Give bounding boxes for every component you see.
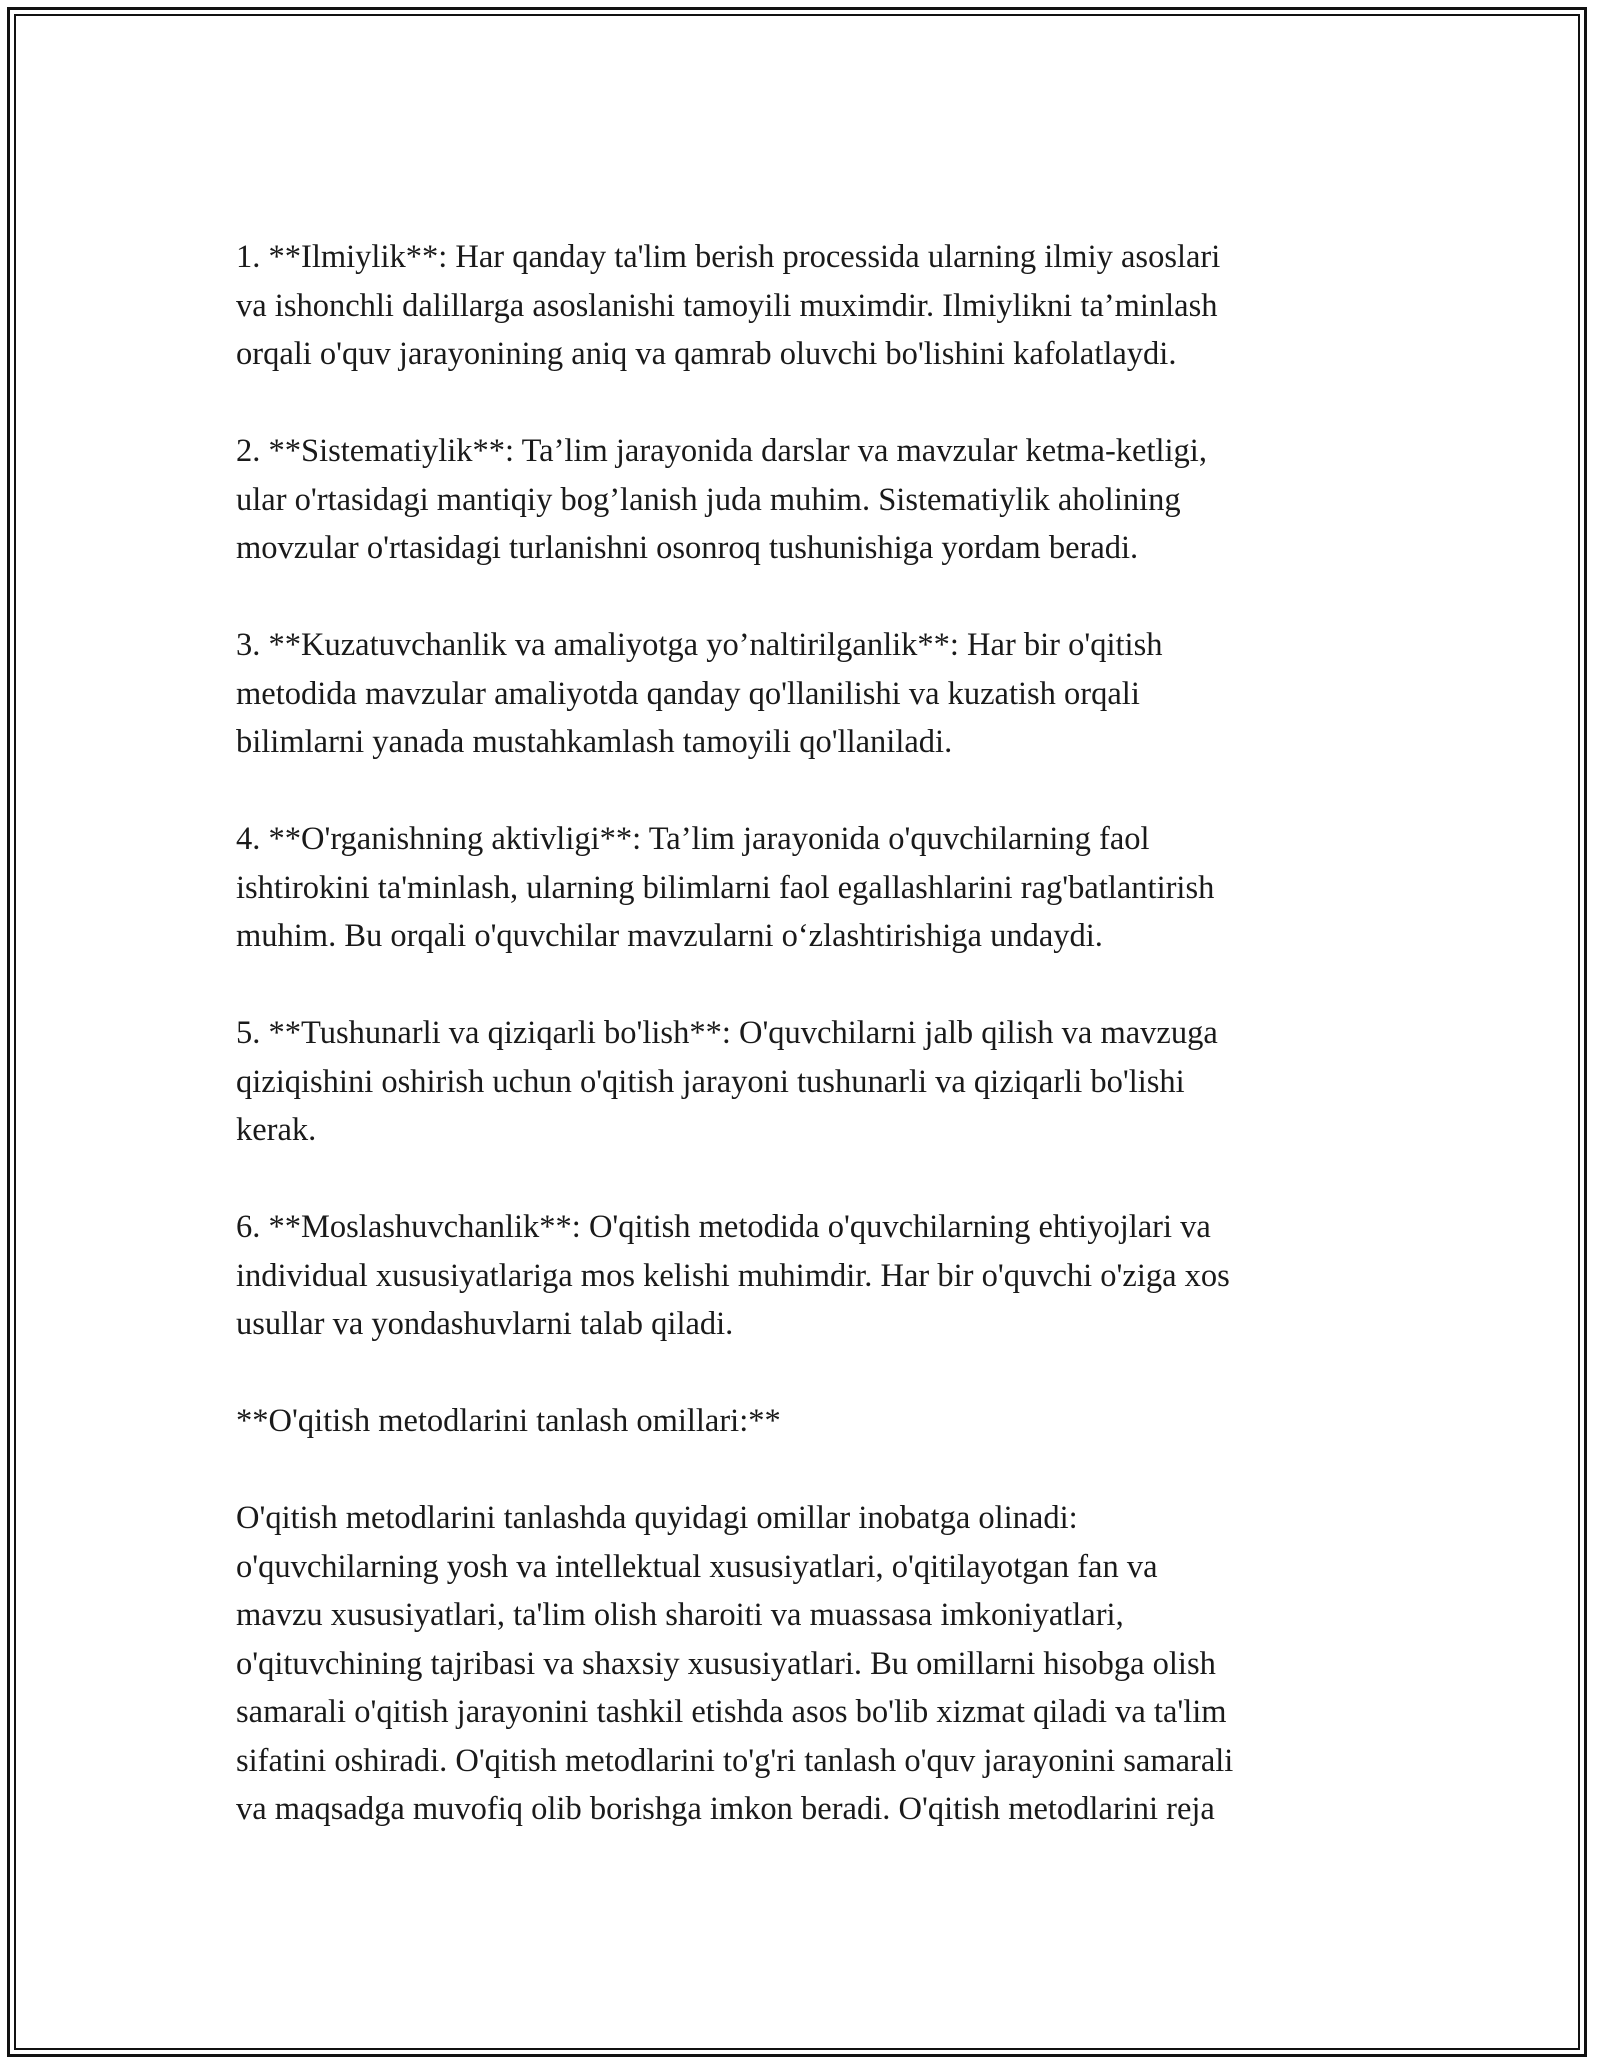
text-line: muhim. Bu orqali o'quvchilar mavzularni o‘zlashtirishiga undaydi. xyxy=(236,918,1103,954)
text-line: mavzu xususiyatlari, ta'lim olish sharoiti va muassasa imkoniyatlari, xyxy=(236,1597,1124,1633)
paragraph-sistematiylik xyxy=(236,427,1396,573)
text-line: o'quvchilarning yosh va intellektual xususiyatlari, o'qitilayotgan fan va xyxy=(236,1548,1158,1585)
document-body xyxy=(236,233,1396,1882)
text-line: individual xususiyatlariga mos kelishi muhimdir. Har bir o'quvchi o'ziga xos xyxy=(236,1257,1230,1294)
text-line: qiziqishini oshirish uchun o'qitish jarayoni tushunarli va qiziqarli bo'lishi xyxy=(236,1063,1185,1100)
text-line: movzular o'rtasidagi turlanishni osonroq tushunishiga yordam beradi. xyxy=(236,530,1139,566)
text-line: samarali o'qitish jarayonini tashkil etishda asos bo'lib xizmat qiladi va ta'lim xyxy=(236,1694,1227,1730)
text-line: 1. **Ilmiylik**: Har qanday ta'lim berish processida ularning ilmiy asoslari xyxy=(236,239,1221,275)
text-line: 4. **O'rganishning aktivligi**: Ta’lim jarayonida o'quvchilarning faol xyxy=(236,821,1150,857)
text-line: sifatini oshiradi. O'qitish metodlarini to'g'ri tanlash o'quv jarayonini samarali xyxy=(236,1742,1234,1779)
text-line: 2. **Sistematiylik**: Ta’lim jarayonida darslar va mavzular ketma-ketligi, xyxy=(236,433,1207,469)
text-line: O'qitish metodlarini tanlashda quyidagi omillar inobatga olinadi: xyxy=(236,1500,1078,1536)
text-line: va ishonchli dalillarga asoslanishi tamoyili muximdir. Ilmiylikni ta’minlash xyxy=(236,287,1218,324)
text-line: metodida mavzular amaliyotda qanday qo'llanilishi va kuzatish orqali xyxy=(236,675,1140,712)
text-line: usullar va yondashuvlarni talab qiladi. xyxy=(236,1306,734,1342)
text-line: ishtirokini ta'minlash, ularning bilimlarni faol egallashlarini rag'batlantirish xyxy=(236,869,1215,906)
text-line: ular o'rtasidagi mantiqiy bog’lanish juda muhim. Sistematiylik aholining xyxy=(236,481,1181,518)
paragraph-tushunarli xyxy=(236,1009,1396,1155)
paragraph-kuzatuvchanlik xyxy=(236,621,1396,767)
paragraph-ilmiylik xyxy=(236,233,1396,379)
paragraph-moslashuvchanlik xyxy=(236,1203,1396,1349)
section-heading xyxy=(236,1397,1396,1446)
text-line: o'qituvchining tajribasi va shaxsiy xususiyatlari. Bu omillarni hisobga olish xyxy=(236,1645,1216,1682)
text-line: kerak. xyxy=(236,1112,317,1148)
text-line: 3. **Kuzatuvchanlik va amaliyotga yo’naltirilganlik**: Har bir o'qitish xyxy=(236,627,1163,663)
heading-text: **O'qitish metodlarini tanlash omillari:** xyxy=(236,1403,781,1439)
text-line: 6. **Moslashuvchanlik**: O'qitish metodida o'quvchilarning ehtiyojlari va xyxy=(236,1209,1211,1245)
paragraph-aktivlik xyxy=(236,815,1396,961)
text-line: orqali o'quv jarayonining aniq va qamrab oluvchi bo'lishini kafolatlaydi. xyxy=(236,336,1177,372)
paragraph-omillar xyxy=(236,1494,1396,1834)
text-line: va maqsadga muvofiq olib borishga imkon beradi. O'qitish metodlarini reja xyxy=(236,1791,1215,1827)
text-line: 5. **Tushunarli va qiziqarli bo'lish**: O'quvchilarni jalb qilish va mavzuga xyxy=(236,1015,1218,1051)
text-line: bilimlarni yanada mustahkamlash tamoyili qo'llaniladi. xyxy=(236,724,953,760)
